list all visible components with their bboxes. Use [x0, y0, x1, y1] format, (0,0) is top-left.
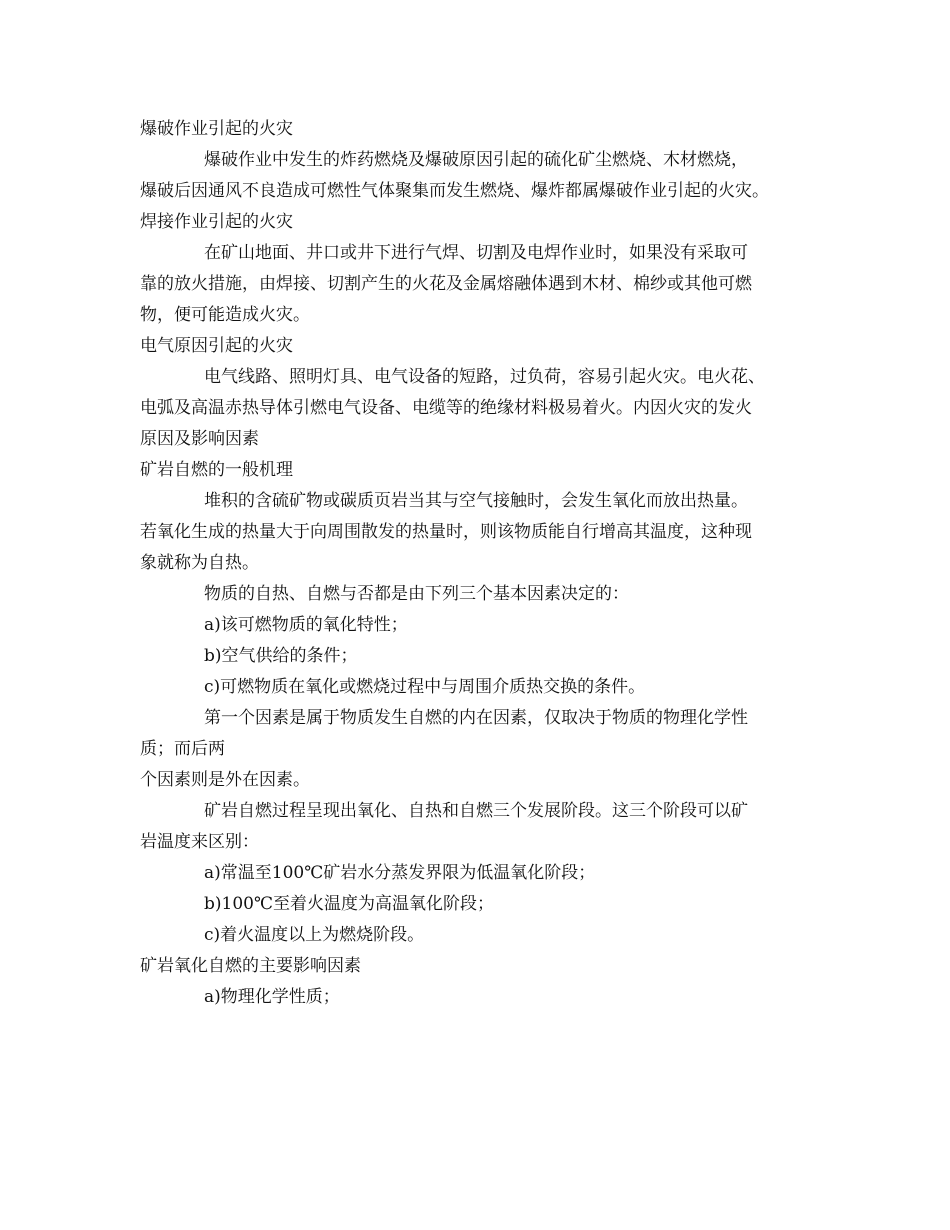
paragraph-line: 爆破后因通风不良造成可燃性气体聚集而发生燃烧、爆炸都属爆破作业引起的火灾。	[140, 181, 769, 201]
paragraph-line: 岩温度来区别：	[140, 832, 259, 852]
paragraph-line: 物质的自热、自燃与否都是由下列三个基本因素决定的：	[204, 584, 629, 604]
section-heading: 焊接作业引起的火灾	[140, 212, 293, 232]
paragraph-line: a)物理化学性质；	[204, 987, 340, 1007]
paragraph-line: a)该可燃物质的氧化特性；	[204, 615, 408, 635]
document-body	[140, 114, 820, 1013]
paragraph-line: 电气线路、照明灯具、电气设备的短路，过负荷，容易引起火灾。电火花、	[204, 367, 765, 387]
paragraph-line: 物，便可能造成火灾。	[140, 305, 310, 325]
paragraph-line: 堆积的含硫矿物或碳质页岩当其与空气接触时，会发生氧化而放出热量。	[204, 491, 748, 511]
section-heading: 矿岩氧化自燃的主要影响因素	[140, 956, 361, 976]
paragraph-line: 质；而后两	[140, 739, 225, 759]
paragraph-line: 电弧及高温赤热导体引燃电气设备、电缆等的绝缘材料极易着火。内因火灾的发火	[140, 398, 752, 418]
paragraph-line: a)常温至100℃矿岩水分蒸发界限为低温氧化阶段；	[204, 863, 596, 883]
paragraph-line: 若氧化生成的热量大于向周围散发的热量时，则该物质能自行增高其温度，这种现	[140, 522, 752, 542]
paragraph-line: 爆破作业中发生的炸药燃烧及爆破原因引起的硫化矿尘燃烧、木材燃烧，	[204, 150, 748, 170]
paragraph-line: 在矿山地面、井口或井下进行气焊、切割及电焊作业时，如果没有采取可	[204, 243, 748, 263]
paragraph-line: b)空气供给的条件；	[204, 646, 358, 666]
section-heading: 电气原因引起的火灾	[140, 336, 293, 356]
paragraph-line: 个因素则是外在因素。	[140, 770, 310, 790]
paragraph-line: b)100℃至着火温度为高温氧化阶段；	[204, 894, 494, 914]
paragraph-line: 象就称为自热。	[140, 553, 259, 573]
section-heading: 爆破作业引起的火灾	[140, 119, 293, 139]
paragraph-line: 靠的放火措施，由焊接、切割产生的火花及金属熔融体遇到木材、棉纱或其他可燃	[140, 274, 752, 294]
section-heading: 矿岩自燃的一般机理	[140, 460, 293, 480]
paragraph-line: c)可燃物质在氧化或燃烧过程中与周围介质热交换的条件。	[204, 677, 646, 697]
paragraph-line: c)着火温度以上为燃烧阶段。	[204, 925, 425, 945]
paragraph-line: 矿岩自燃过程呈现出氧化、自热和自燃三个发展阶段。这三个阶段可以矿	[204, 801, 748, 821]
paragraph-line: 原因及影响因素	[140, 429, 259, 449]
paragraph-line: 第一个因素是属于物质发生自燃的内在因素，仅取决于物质的物理化学性	[204, 708, 748, 728]
